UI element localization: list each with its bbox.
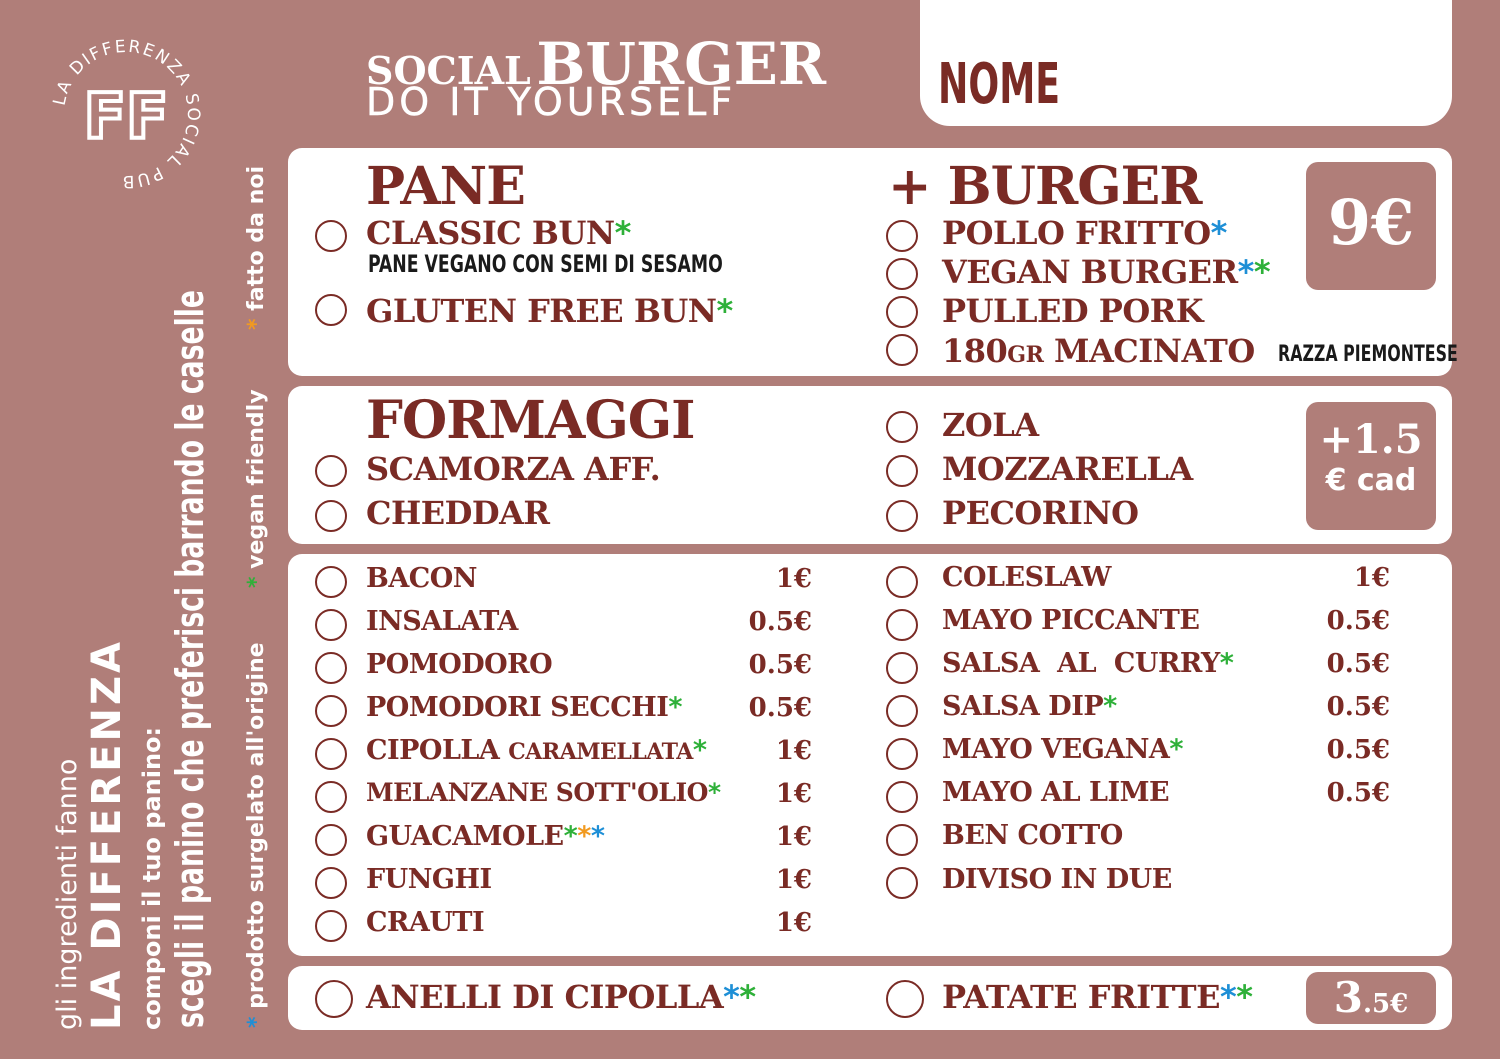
brand-burger: BURGER — [536, 30, 827, 98]
vegan-mark: * — [668, 692, 682, 723]
item-classic-bun-label: CLASSIC BUN — [366, 214, 615, 252]
la-differenza-logo — [46, 34, 206, 194]
item-cheddar: CHEDDAR — [366, 494, 550, 532]
sides-price-dec: .5€ — [1363, 989, 1409, 1019]
vegan-mark: * — [716, 292, 733, 330]
checkbox-insalata[interactable] — [315, 609, 347, 641]
caramellata-label: CARAMELLATA — [508, 739, 693, 765]
item-pomodori-secchi-label: POMODORI SECCHI — [366, 692, 669, 723]
frozen-mark: * — [1210, 214, 1227, 252]
checkbox-pecorino[interactable] — [886, 500, 918, 532]
checkbox-macinato[interactable] — [886, 334, 918, 366]
item-salsa-dip-label: SALSA DIP — [942, 691, 1104, 722]
checkbox-guacamole[interactable] — [315, 824, 347, 856]
item-cipolla-caramellata — [366, 735, 706, 766]
item-mayo-lime: MAYO AL LIME — [942, 777, 1170, 808]
logo-mark: FF — [83, 80, 169, 153]
item-vegan-burger-label: VEGAN BURGER — [942, 253, 1238, 291]
formaggi-price-badge — [1306, 402, 1436, 530]
sides-price-main: 3 — [1333, 973, 1363, 1022]
homemade-mark: * — [577, 821, 591, 852]
checkbox-salsa-dip[interactable] — [886, 695, 918, 727]
legend-homemade — [244, 166, 269, 330]
checkbox-mayo-piccante[interactable] — [886, 609, 918, 641]
item-scamorza: SCAMORZA AFF. — [366, 450, 661, 488]
legend-vegan-label: vegan friendly — [244, 389, 269, 569]
side-line-4: scegli il panino che preferisci barrando le caselle — [168, 290, 212, 1028]
item-pomodori-secchi — [366, 692, 682, 723]
checkbox-coleslaw[interactable] — [886, 566, 918, 598]
checkbox-bacon[interactable] — [315, 566, 347, 598]
legend-frozen-star: * — [244, 1016, 269, 1028]
checkbox-melanzane[interactable] — [315, 781, 347, 813]
price-coleslaw: 1€ — [1353, 563, 1390, 593]
item-insalata: INSALATA — [366, 606, 518, 637]
item-mayo-piccante: MAYO PICCANTE — [942, 605, 1200, 636]
price-salsa-curry: 0.5€ — [1326, 649, 1390, 679]
frozen-mark: * — [1237, 253, 1254, 291]
item-mayo-vegana-label: MAYO VEGANA — [942, 734, 1170, 765]
frozen-mark: * — [1219, 978, 1237, 1016]
checkbox-crauti[interactable] — [315, 910, 347, 942]
checkbox-funghi[interactable] — [315, 867, 347, 899]
item-diviso-in-due: DIVISO IN DUE — [942, 864, 1172, 895]
item-macinato — [942, 332, 1255, 370]
macinato-note: RAZZA PIEMONTESE — [1278, 342, 1458, 367]
item-macinato-label: MACINATO — [1054, 332, 1255, 370]
item-zola: ZOLA — [942, 406, 1039, 444]
checkbox-pomodori-secchi[interactable] — [315, 695, 347, 727]
price-mayo-lime: 0.5€ — [1326, 778, 1390, 808]
item-salsa-curry — [942, 648, 1233, 679]
checkbox-mayo-vegana[interactable] — [886, 738, 918, 770]
item-pomodoro: POMODORO — [366, 649, 553, 680]
name-label: NOME — [938, 52, 1061, 117]
vegan-mark: * — [614, 214, 631, 252]
side-line-1: gli ingredienti fanno — [52, 758, 83, 1030]
item-gluten-free-bun — [366, 292, 733, 330]
legend-vegan-star: * — [244, 576, 269, 588]
price-bacon: 1€ — [775, 564, 812, 594]
checkbox-anelli-cipolla[interactable] — [315, 980, 353, 1018]
side-line-3: componi il tuo panino: — [138, 726, 166, 1030]
formaggi-price-unit: € cad — [1325, 463, 1417, 498]
price-pomodori-secchi: 0.5€ — [748, 693, 812, 723]
brand-social: SOCIAL — [366, 48, 531, 93]
cipolla-label: CIPOLLA — [366, 735, 500, 766]
legend-vegan — [244, 389, 269, 588]
item-patate-fritte-label: PATATE FRITTE — [942, 978, 1220, 1016]
vegan-mark: * — [707, 778, 721, 807]
item-crauti: CRAUTI — [366, 907, 485, 938]
price-guacamole: 1€ — [775, 822, 812, 852]
price-pomodoro: 0.5€ — [748, 650, 812, 680]
item-salsa-curry-label: SALSA AL CURRY — [942, 648, 1220, 679]
legend-homemade-star: * — [244, 318, 269, 330]
macinato-unit: GR — [1007, 342, 1044, 368]
vegan-mark: * — [563, 821, 578, 852]
item-pecorino: PECORINO — [942, 494, 1139, 532]
checkbox-classic-bun[interactable] — [315, 220, 347, 252]
price-crauti: 1€ — [775, 908, 812, 938]
checkbox-pomodoro[interactable] — [315, 652, 347, 684]
legend-homemade-label: fatto da noi — [244, 166, 269, 311]
checkbox-diviso-in-due[interactable] — [886, 867, 918, 899]
item-guacamole-label: GUACAMOLE — [366, 821, 564, 852]
vegan-mark: * — [1236, 978, 1253, 1016]
formaggi-title: FORMAGGI — [366, 390, 695, 451]
frozen-mark: * — [723, 978, 740, 1016]
checkbox-pollo-fritto[interactable] — [886, 220, 918, 252]
item-anelli-cipolla — [366, 978, 756, 1016]
item-melanzane — [366, 778, 721, 807]
formaggi-price: +1.5 — [1319, 416, 1423, 463]
item-gluten-free-bun-label: GLUTEN FREE BUN — [366, 292, 717, 330]
price-mayo-piccante: 0.5€ — [1326, 606, 1390, 636]
item-anelli-cipolla-label: ANELLI DI CIPOLLA — [366, 978, 724, 1016]
item-guacamole — [366, 821, 605, 852]
legend-frozen-label: prodotto surgelato all'origine — [244, 642, 269, 1009]
item-classic-bun — [366, 214, 631, 252]
pane-title: PANE — [366, 156, 525, 217]
price-mayo-vegana: 0.5€ — [1326, 735, 1390, 765]
checkbox-cheddar[interactable] — [315, 500, 347, 532]
side-line-2: LA DIFFERENZA — [84, 639, 130, 1030]
vegan-mark: * — [739, 978, 756, 1016]
checkbox-scamorza[interactable] — [315, 455, 347, 487]
checkbox-patate-fritte[interactable] — [886, 980, 924, 1018]
item-ben-cotto: BEN COTTO — [942, 820, 1123, 851]
checkbox-gluten-free-bun[interactable] — [315, 294, 347, 326]
item-coleslaw: COLESLAW — [942, 562, 1111, 593]
price-insalata: 0.5€ — [748, 607, 812, 637]
vegan-mark: * — [692, 735, 707, 766]
item-salsa-dip — [942, 691, 1117, 722]
vegan-mark: * — [1169, 734, 1183, 765]
frozen-mark: * — [590, 821, 605, 852]
item-mozzarella: MOZZARELLA — [942, 450, 1193, 488]
item-melanzane-label: MELANZANE SOTT'OLIO — [366, 778, 708, 807]
brand-tagline: DO IT YOURSELF — [366, 80, 737, 124]
checkbox-pulled-pork[interactable] — [886, 296, 918, 328]
macinato-weight: 180 — [942, 332, 1008, 370]
sides-price-badge — [1306, 972, 1436, 1024]
vegan-mark: * — [1253, 253, 1271, 291]
item-funghi: FUNGHI — [366, 864, 492, 895]
price-cipolla-caramellata: 1€ — [775, 736, 812, 766]
vegan-mark: * — [1103, 691, 1117, 722]
price-salsa-dip: 0.5€ — [1326, 692, 1390, 722]
classic-bun-description: PANE VEGANO CON SEMI DI SESAMO — [368, 250, 723, 278]
logo-ring-text: LA DIFFERENZA SOCIAL PUB — [49, 36, 204, 192]
checkbox-vegan-burger[interactable] — [886, 258, 918, 290]
item-bacon: BACON — [366, 563, 477, 594]
item-pollo-fritto — [942, 214, 1227, 252]
checkbox-mozzarella[interactable] — [886, 455, 918, 487]
price-melanzane: 1€ — [775, 779, 812, 809]
checkbox-cipolla-caramellata[interactable] — [315, 738, 347, 770]
checkbox-salsa-curry[interactable] — [886, 652, 918, 684]
price-funghi: 1€ — [775, 865, 812, 895]
vegan-mark: * — [1219, 648, 1234, 679]
item-vegan-burger — [942, 253, 1270, 291]
item-pulled-pork: PULLED PORK — [942, 292, 1204, 330]
legend-frozen — [244, 642, 269, 1028]
item-pollo-fritto-label: POLLO FRITTO — [942, 214, 1211, 252]
burger-title: + BURGER — [888, 156, 1202, 217]
burger-price-badge: 9€ — [1306, 162, 1436, 290]
item-patate-fritte — [942, 978, 1252, 1016]
checkbox-mayo-lime[interactable] — [886, 781, 918, 813]
checkbox-ben-cotto[interactable] — [886, 824, 918, 856]
checkbox-zola[interactable] — [886, 411, 918, 443]
item-mayo-vegana — [942, 734, 1183, 765]
